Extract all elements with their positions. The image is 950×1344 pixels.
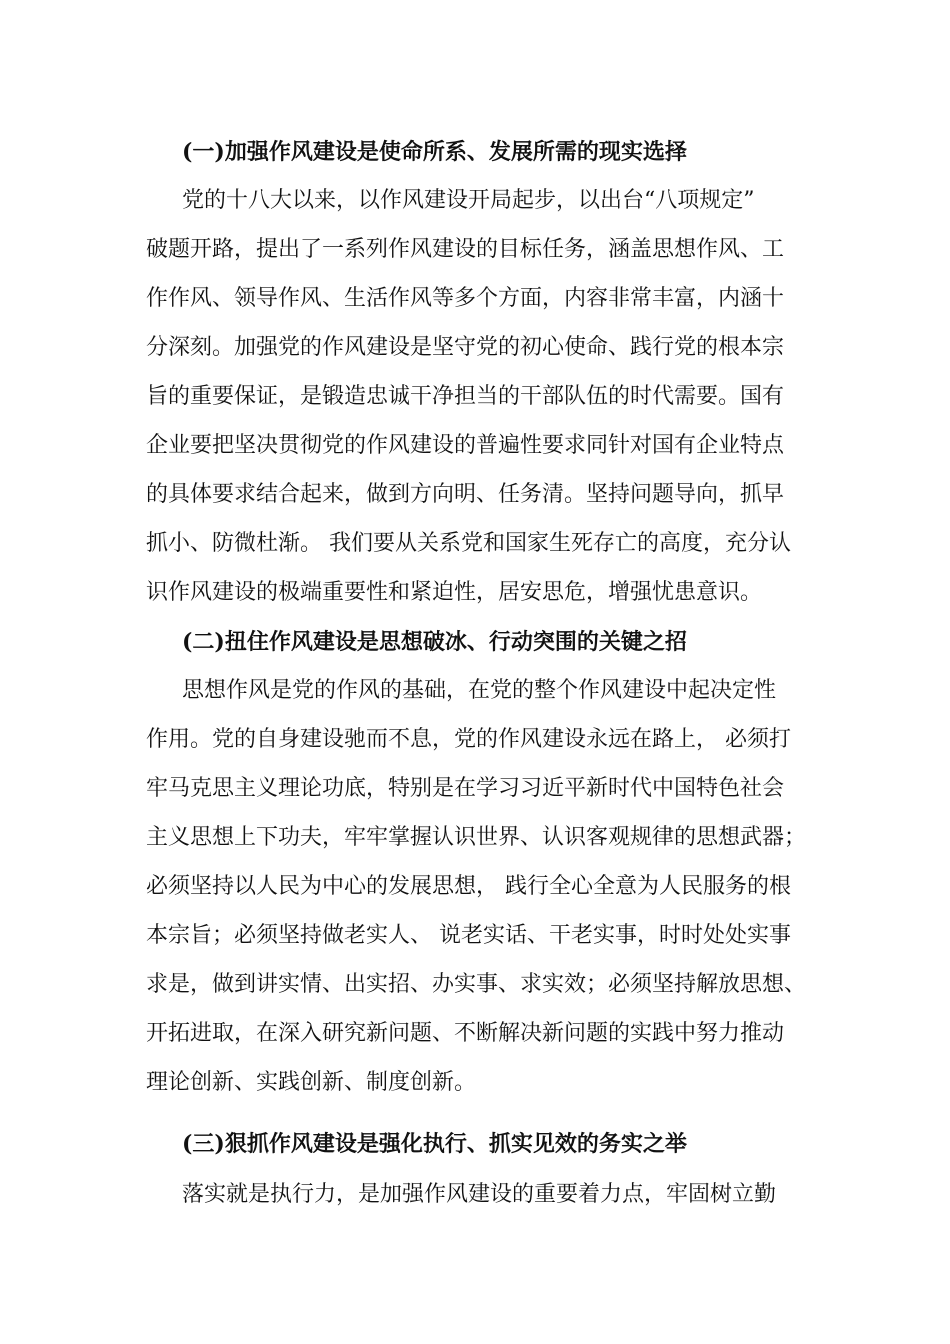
section-1-line-3: 作作风、领导作风、生活作风等多个方面，内容非常丰富，内涵十 <box>146 286 785 311</box>
section-2-line-8: 开拓进取，在深入研究新问题、不断解决新问题的实践中努力推动 <box>146 1021 785 1046</box>
section-2-heading: (二)扭住作风建设是思想破冰、行动突围的关键之招 <box>182 629 687 655</box>
section-2-line-2: 作用。党的自身建设驰而不息，党的作风建设永远在路上， 必须打 <box>146 727 791 752</box>
section-2-line-4: 主义思想上下功夫，牢牢掌握认识世界、认识客观规律的思想武器； <box>146 825 807 850</box>
section-2-line-1: 思想作风是党的作风的基础，在党的整个作风建设中起决定性 <box>182 678 777 703</box>
section-1-line-7: 的具体要求结合起来，做到方向明、任务清。坚持问题导向，抓早 <box>146 482 785 507</box>
section-1-line-5: 旨的重要保证，是锻造忠诚干净担当的干部队伍的时代需要。国有 <box>146 384 785 409</box>
section-1-line-4: 分深刻。加强党的作风建设是坚守党的初心使命、践行党的根本宗 <box>146 335 785 360</box>
section-2-line-9: 理论创新、实践创新、制度创新。 <box>146 1070 477 1095</box>
section-2-line-6: 本宗旨；必须坚持做老实人、 说老实话、干老实事，时时处处实事 <box>146 923 791 948</box>
section-1-line-8: 抓小、防微杜渐。 我们要从关系党和国家生死存亡的高度，充分认 <box>146 531 791 556</box>
section-3-line-1: 落实就是执行力，是加强作风建设的重要着力点，牢固树立勤 <box>182 1182 777 1207</box>
section-1-line-9: 识作风建设的极端重要性和紧迫性，居安思危，增强忧患意识。 <box>146 580 763 605</box>
section-1-line-1: 党的十八大以来，以作风建设开局起步，以出台“八项规定” <box>182 188 755 213</box>
section-1-heading: (一)加强作风建设是使命所系、发展所需的现实选择 <box>182 139 687 165</box>
section-1-line-6: 企业要把坚决贯彻党的作风建设的普遍性要求同针对国有企业特点 <box>146 433 785 458</box>
section-1-line-2: 破题开路，提出了一系列作风建设的目标任务，涵盖思想作风、工 <box>146 237 785 262</box>
section-2-line-7: 求是，做到讲实情、出实招、办实事、求实效；必须坚持解放思想、 <box>146 972 807 997</box>
section-2-line-3: 牢马克思主义理论功底，特别是在学习习近平新时代中国特色社会 <box>146 776 785 801</box>
section-2-line-5: 必须坚持以人民为中心的发展思想， 践行全心全意为人民服务的根 <box>146 874 791 899</box>
section-3-heading: (三)狠抓作风建设是强化执行、抓实见效的务实之举 <box>182 1131 687 1157</box>
